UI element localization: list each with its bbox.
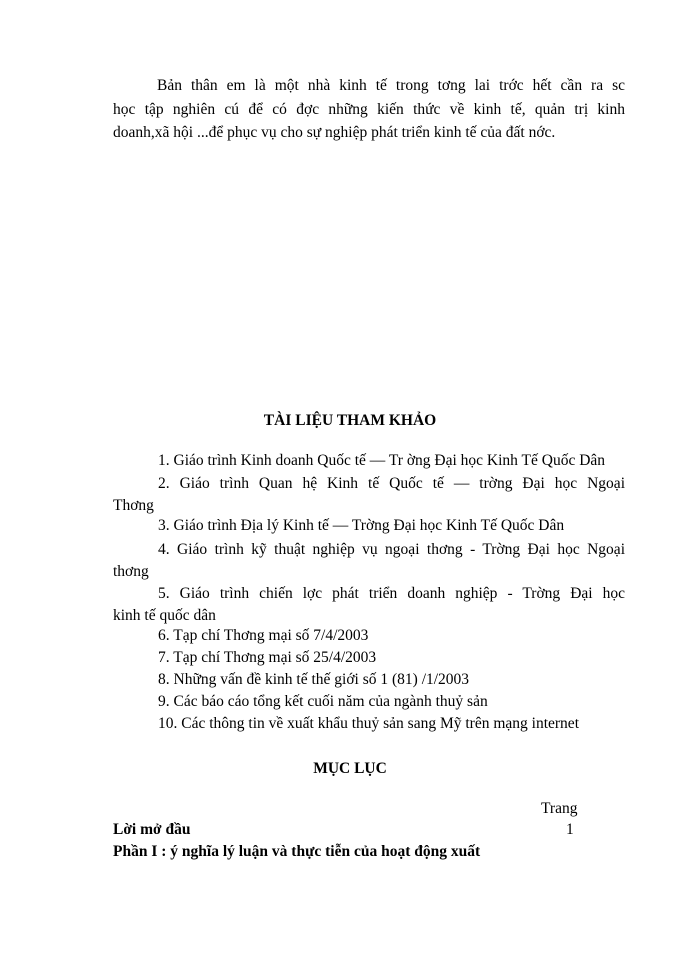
toc-title: MỤC LỤC — [313, 760, 387, 777]
toc-entry-page: 1 — [566, 821, 574, 838]
reference-item: 9. Các báo cáo tổng kết cuối năm của ngành thuỷ sản — [158, 693, 488, 710]
reference-item: 1. Giáo trình Kinh doanh Quốc tế — Tr ờng Đại học Kinh Tế Quốc Dân — [158, 452, 606, 469]
intro-line-3: doanh,xã hội ...để phục vụ cho sự nghiệp phát triển kinh tế của đất nớc. — [113, 124, 556, 141]
reference-item: 8. Những vấn đề kinh tế thế giới số 1 (81) /1/2003 — [158, 671, 470, 688]
toc-entry-label: Lời mở đầu — [113, 821, 191, 838]
reference-item: 4. Giáo trình kỹ thuật nghiệp vụ ngoại thơng - Trờng Đại học Ngoại thơng — [113, 541, 625, 580]
reference-item: 7. Tạp chí Thơng mại số 25/4/2003 — [158, 649, 377, 666]
reference-item: 10. Các thông tin về xuất khẩu thuỷ sản sang Mỹ trên mạng internet — [158, 715, 579, 732]
reference-item: 5. Giáo trình chiến lợc phát triển doanh nghiệp - Trờng Đại học kinh tế quốc dân — [113, 585, 625, 624]
toc-entry-label: Phần I : ý nghĩa lý luận và thực tiễn của hoạt động xuất — [113, 843, 481, 860]
reference-item: 6. Tạp chí Thơng mại số 7/4/2003 — [158, 627, 369, 644]
reference-item: 3. Giáo trình Địa lý Kinh tế — Trờng Đại học Kinh Tế Quốc Dân — [158, 517, 565, 534]
reference-item: 2. Giáo trình Quan hệ Kinh tế Quốc tế — trờng Đại học Ngoại Thơng — [113, 475, 625, 514]
references-title: TÀI LIỆU THAM KHẢO — [263, 412, 437, 429]
intro-line-1: Bản thân em là một nhà kinh tế trong tơng lai trớc hết cần ra sc — [157, 77, 625, 94]
intro-line-2: học tập nghiên cú để có đợc những kiến thức về kinh tế, quản trị kinh — [113, 100, 625, 118]
toc-page-header: Trang — [541, 800, 578, 817]
intro-paragraph — [113, 74, 625, 145]
